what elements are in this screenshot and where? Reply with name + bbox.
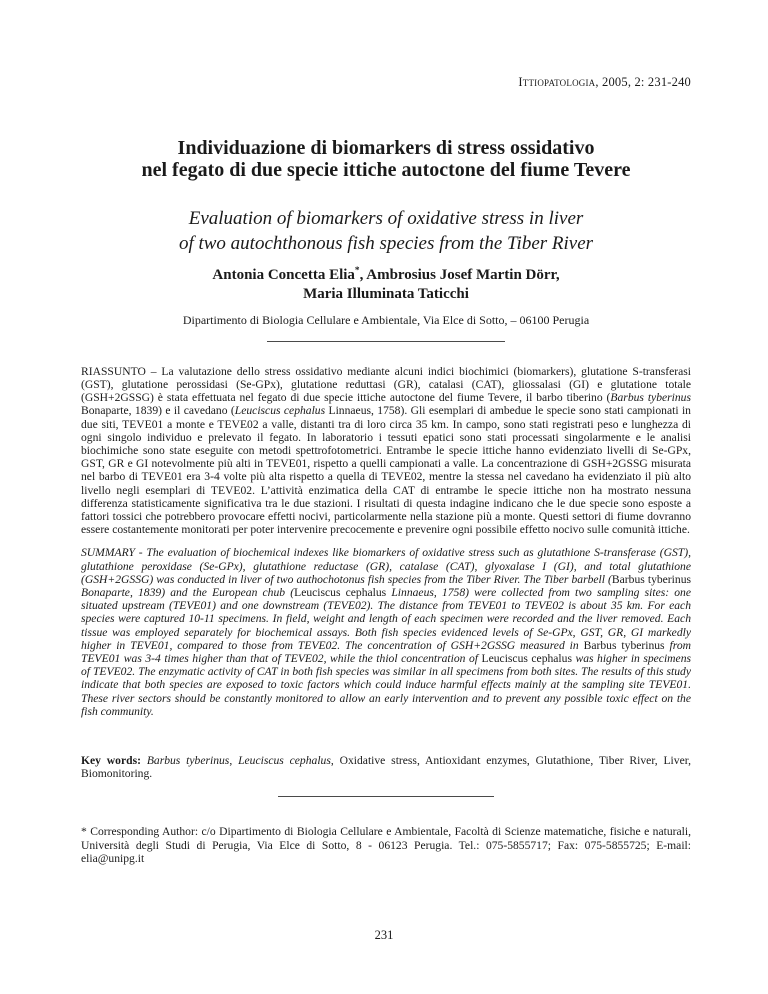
divider-rule-bottom [278, 796, 494, 797]
divider-rule-top [267, 341, 505, 342]
title-line-1: Individuazione di biomarkers di stress ossidativo [177, 136, 595, 159]
authors-line-1: Antonia Concetta Elia*, Ambrosius Josef Martin Dörr, [212, 265, 560, 283]
journal-header: Ittiopatologia, 2005, 2: 231-240 [518, 75, 691, 89]
affiliation: Dipartimento di Biologia Cellulare e Ambientale, Via Elce di Sotto, – 06100 Perugia [182, 312, 590, 327]
page-number: 231 [374, 928, 394, 942]
abstract-italian: RIASSUNTO – La valutazione dello stress ossidativo mediante alcuni indici biochimici (biomarkers), glutatione S-transferasi (GST), glutatione perossidasi (Se-GPx), glutatione reduttasi (GR), catalasi (CAT), gliossalasi (GI) e glutatione totale (GSH+2GSSG) è stata effettuata nel fegato di due specie ittiche autoctone del fiume Tevere, il barbo tiberino (Barbus tyberinus Bonaparte, 1839) e il cavedano (Leuciscus cephalus Linnaeus, 1758). Gli esemplari di ambedue le specie sono stati campionati in due siti, TEVE01 a monte e TEVE02 a valle, distanti tra di loro circa 35 km. In campo, sono stati registrati peso e lunghezza di ogni singolo individuo e prelevato il fegato. In laboratorio i tessuti epatici sono stati processati singolarmente e le analisi biochimiche sono state eseguite con metodi spettrofotometrici. Entrambe le specie ittiche hanno evidenziato livelli di Se-GPx, GST, GR e GI notevolmente più alti in TEVE01, rispetto a quelli campionati a valle. La concentrazione di GSH+2GSSG misurata nel barbo di TEVE01 era 3-4 volte più alta rispetto a quella di TEVE02, mentre la stessa nel cavedano ha evidenziato il più alto livello negli esemplari di TEVE02. L’attività enzimatica della CAT di entrambe le specie ittiche non ha mostrato nessuna differenza statisticamente significativa tra le due stazioni. I risultati di questa indagine indicano che le due specie sono esposte a fattori tossici che potrebbero provocare effetti nocivi, particolarmente nella stazione più a monte. Questi settori di fiume dovranno essere costantemente monitorati per poter intervenire precocemente e prevenire ogni possibile effetto nocivo sulle comunità ittiche. [81, 364, 691, 537]
article-title-italian [81, 137, 691, 181]
subtitle-line-1: Evaluation of biomarkers of oxidative stress in liver [188, 207, 584, 229]
authors-line-2: Maria Illuminata Taticchi [303, 285, 469, 302]
abstract-english: SUMMARY - The evaluation of biochemical indexes like biomarkers of oxidative stress such as glutathione S-transferase (GST), glutathione peroxidase (Se-GPx), glutathione reductase (GR), catalase (CAT), glyoxalase I (GI), and total glutathione (GSH+2GSSG) was conducted in liver of two authochotonus fish species from the Tiber River. The Tiber barbell (Barbus tyberinus Bonaparte, 1839) and the European chub (Leuciscus cephalus Linnaeus, 1758) were collected from two sampling sites: one situated upstream (TEVE01) and one downstream (TEVE02). The distance from TEVE01 to TEVE02 is about 35 km. For each species were captured 10-11 specimens. In field, weight and length of each specimen were recorded and the liver removed. Each tissue was employed separately for biochemical assays. Both fish species evidenced levels of Se-GPx, GST, GR, GI markedly higher in TEVE01, compared to those from TEVE02. The concentration of GSH+2GSSG measured in Barbus tyberinus from TEVE01 was 3-4 times higher than that of TEVE02, while the thiol concentration of Leuciscus cephalus was higher in specimens of TEVE02. The enzymatic activity of CAT in both fish species was similar in all specimens from both sites. The results of this study indicate that both species are exposed to toxic factors which could induce harmful effects mainly at the sampling site TEVE01. These river sectors should be constantly monitored to allow an early intervention and to prevent any possible toxic effect on the fish community. [81, 546, 692, 718]
corresponding-author-footnote: * Corresponding Author: c/o Dipartimento di Biologia Cellulare e Ambientale, Facoltà di Scienze matematiche, fisiche e naturali, Università degli Studi di Perugia, Via Elce di Sotto, 8 - 06123 Perugia. Tel.: 075-5855717; Fax: 075-5855725; E-mail: elia@unipg.it [81, 825, 691, 865]
article-title-english [81, 206, 691, 256]
keywords: Key words: Barbus tyberinus, Leuciscus cephalus, Oxidative stress, Antioxidant enzymes, Glutathione, Tiber River, Liver, Biomonitoring. [81, 754, 692, 781]
title-line-2: nel fegato di due specie ittiche autoctone del fiume Tevere [141, 158, 631, 181]
authors [81, 266, 691, 304]
subtitle-line-2: of two autochthonous fish species from the Tiber River [178, 232, 594, 254]
